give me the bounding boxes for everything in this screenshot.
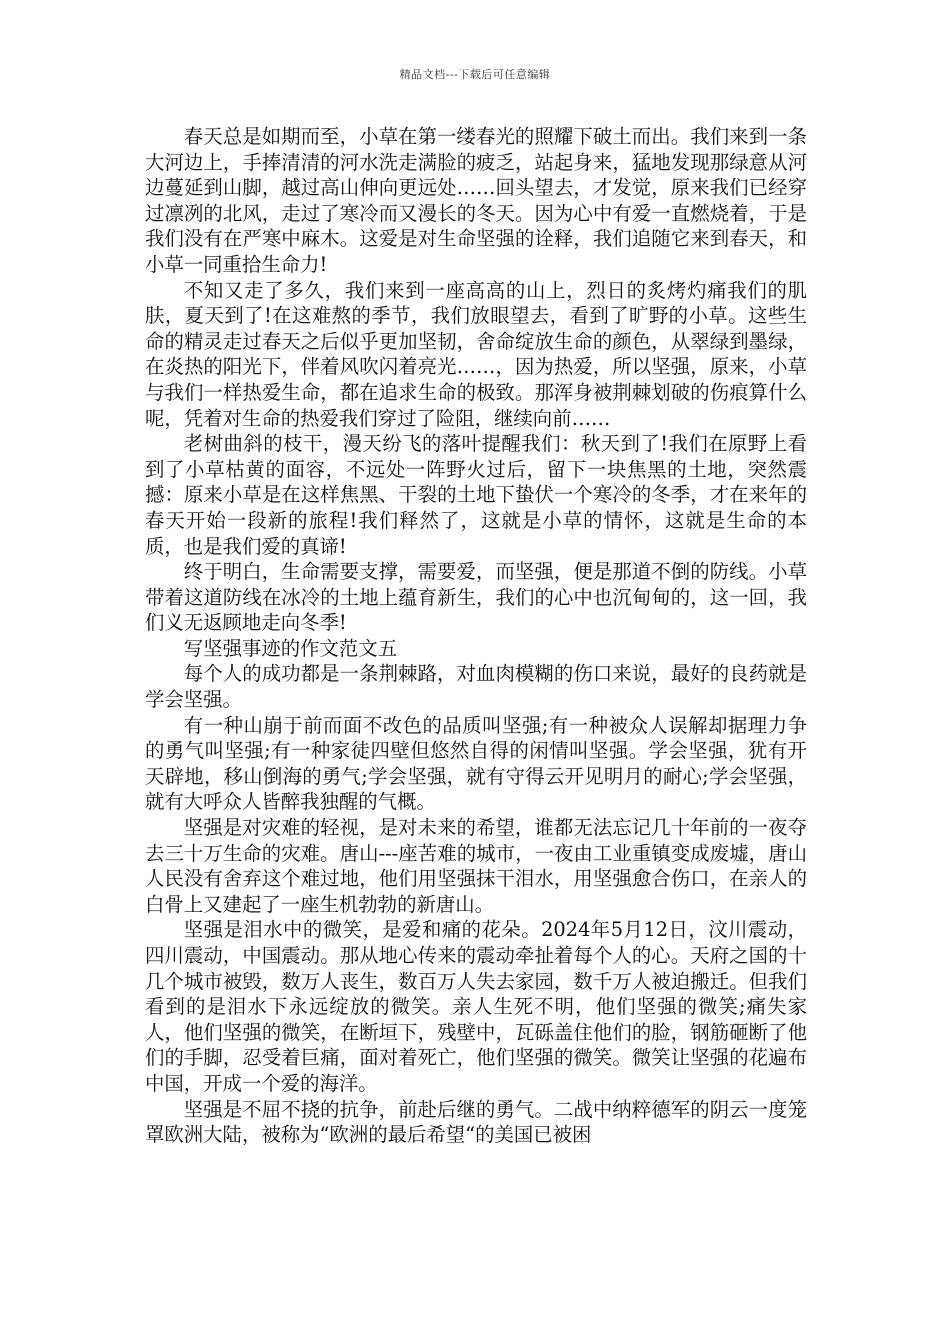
paragraph-ww2: 坚强是不屈不挠的抗争，前赴后继的勇气。二战中纳粹德军的阴云一度笼罩欧洲大陆，被称为“欧洲的最后希望“的美国已被困 bbox=[145, 1097, 807, 1147]
paragraph-wenchuan: 坚强是泪水中的微笑，是爱和痛的花朵。2024年5月12日，汶川震动，四川震动，中国震动。那从地心传来的震动牵扯着每个人的心。天府之国的十几个城市被毁，数万人丧生，数百万人失去家园，数千万人被迫搬迁。但我们看到的是泪水下永远绽放的微笑。亲人生死不明，他们坚强的微笑;痛失家人，他们坚强的微笑，在断垣下，残壁中，瓦砾盖住他们的脸，钢筋砸断了他们的手脚，忍受着巨痛，面对着死亡，他们坚强的微笑。微笑让坚强的花遍布中国，开成一个爱的海洋。 bbox=[145, 918, 807, 1095]
paragraph-summer: 不知又走了多久，我们来到一座高高的山上，烈日的炙烤灼痛我们的肌肤，夏天到了!在这难熬的季节，我们放眼望去，看到了旷野的小草。这些生命的精灵走过春天之后似乎更加坚韧，舍命绽放生命的颜色，从翠绿到墨绿，在炎热的阳光下，伴着风吹闪着亮光……，因为热爱，所以坚强，原来，小草与我们一样热爱生命，都在追求生命的极致。那浑身被荆棘划破的伤痕算什么呢，凭着对生命的热爱我们穿过了险阻，继续向前…… bbox=[145, 278, 807, 430]
paragraph-winter: 终于明白，生命需要支撑，需要爱，而坚强，便是那道不倒的防线。小草带着这道防线在冰冷的土地上蕴育新生，我们的心中也沉甸甸的，这一回，我们义无返顾地走向冬季! bbox=[145, 560, 807, 635]
section-title: 写坚强事迹的作文范文五 bbox=[183, 636, 398, 660]
page-header: 精品文档---下载后可任意编辑 bbox=[399, 68, 551, 81]
paragraph-tangshan: 坚强是对灾难的轻视，是对未来的希望，谁都无法忘记几十年前的一夜夺去三十万生命的灾难。唐山---座苦难的城市，一夜由工业重镇变成废墟，唐山人民没有舍弃这个难过地，他们用坚强抹干泪水，用坚强愈合伤口，在亲人的白骨上又建起了一座生机勃勃的新唐山。 bbox=[145, 816, 807, 916]
paragraph-definition: 有一种山崩于前而面不改色的品质叫坚强;有一种被众人误解却据理力争的勇气叫坚强;有一种家徒四壁但悠然自得的闲情叫坚强。学会坚强，犹有开天辟地，移山倒海的勇气;学会坚强，就有守得云开见明月的耐心;学会坚强，就有大呼众人皆醉我独醒的气概。 bbox=[145, 713, 807, 814]
document-body bbox=[145, 124, 807, 1148]
paragraph-spring: 春天总是如期而至，小草在第一缕春光的照耀下破土而出。我们来到一条大河边上，手捧清清的河水洗走满脸的疲乏，站起身来，猛地发现那绿意从河边蔓延到山脚，越过高山伸向更远处……回头望去，才发觉，原来我们已经穿过凛冽的北风，走过了寒冷而又漫长的冬天。因为心中有爱一直燃烧着，于是我们没有在严寒中麻木。这爱是对生命坚强的诠释，我们追随它来到春天，和小草一同重拾生命力! bbox=[145, 125, 807, 276]
paragraph-intro: 每个人的成功都是一条荆棘路，对血肉模糊的伤口来说，最好的良药就是学会坚强。 bbox=[145, 662, 807, 712]
paragraph-autumn: 老树曲斜的枝干，漫天纷飞的落叶提醒我们：秋天到了!我们在原野上看到了小草枯黄的面容，不远处一阵野火过后，留下一块焦黑的土地，突然震撼：原来小草是在这样焦黑、干裂的土地下蛰伏一个寒冷的冬季，才在来年的春天开始一段新的旅程!我们释然了，这就是小草的情怀，这就是生命的本质，也是我们爱的真谛! bbox=[145, 432, 807, 558]
